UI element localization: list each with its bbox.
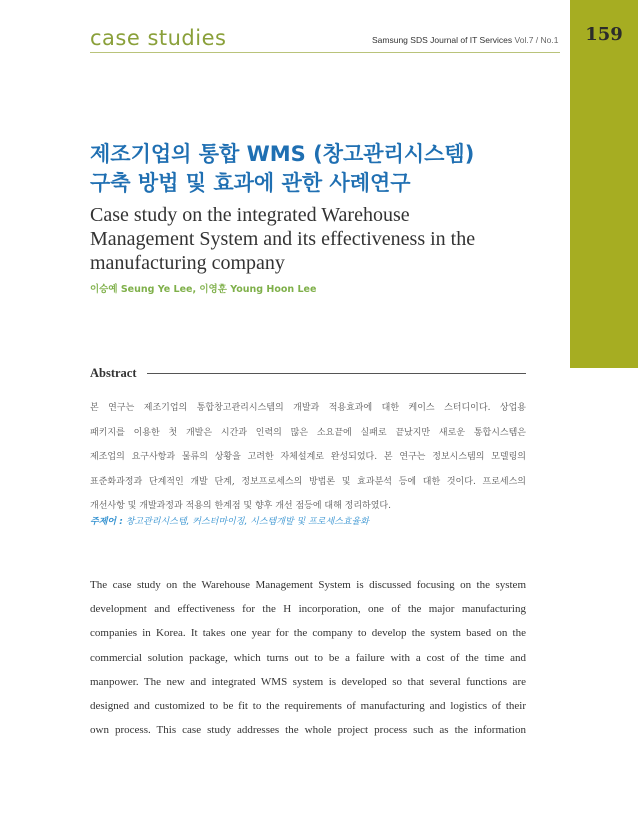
keywords-list: 창고관리시스템, 커스터마이징, 시스템개발 및 프로세스효율화 — [125, 517, 369, 527]
korean-abstract-line: 개선사항 및 개발과정과 적용의 한계점 및 향후 개선 점등에 대해 정리하였다. — [90, 501, 391, 511]
journal-name: Samsung SDS Journal of IT Services — [372, 35, 513, 45]
korean-abstract-line: 패키지를 이용한 첫 개발은 시간과 인력의 많은 소요끝에 실패로 끝났지만 새로운 통합시스템은 — [90, 427, 526, 438]
english-title-line-2: Management System and its effectiveness in the — [90, 228, 476, 250]
english-title-line-1: Case study on the integrated Warehouse — [90, 204, 410, 226]
english-abstract — [90, 573, 526, 742]
journal-volume: Vol.7 / No.1 — [514, 35, 559, 45]
english-abstract-line: The case study on the Warehouse Management System is discussed focusing on the system — [90, 579, 526, 591]
section-label: case studies — [90, 26, 227, 50]
abstract-rule — [147, 373, 526, 374]
keywords — [90, 514, 526, 527]
english-title-line-3: manufacturing company — [90, 252, 285, 274]
korean-title — [90, 140, 560, 198]
english-abstract-line: commercial solution package, which turns out to be a failure with a cost of the time and — [90, 651, 526, 664]
korean-abstract-line: 표준화과정과 단계적인 개발 단계, 정보프로세스의 방법론 및 효과분석 등에 대한 것이다. 프로세스의 — [90, 476, 526, 487]
english-abstract-line: manpower. The new and integrated WMS system is developed so that several functions are — [90, 675, 526, 688]
page-number: 159 — [585, 24, 623, 45]
korean-abstract — [90, 396, 526, 519]
english-abstract-line: own process. This case study addresses the whole project process such as the information — [90, 724, 526, 737]
abstract-heading-text: Abstract — [90, 366, 137, 380]
green-side-band — [570, 0, 638, 368]
english-abstract-line: development and effectiveness for the H incorporation, one of the major manufacturing — [90, 603, 526, 616]
header-rule — [90, 52, 560, 53]
english-abstract-line: designed and customized to be fit to the requirements of manufacturing and logistics of their — [90, 700, 526, 713]
korean-title-line-2: 구축 방법 및 효과에 관한 사례연구 — [90, 171, 411, 195]
english-abstract-line: companies in Korea. It takes one year for the company to develop the system based on the — [90, 627, 526, 640]
keywords-label: 주제어 : — [90, 517, 123, 527]
abstract-heading — [90, 366, 526, 381]
journal-header — [372, 35, 558, 45]
korean-abstract-line: 제조업의 요구사항과 물류의 상황을 고려한 자체설계로 완성되었다. 본 연구는 정보시스템의 모델링의 — [90, 452, 526, 462]
english-title — [90, 203, 560, 275]
authors: 이승예 Seung Ye Lee, 이영훈 Young Hoon Lee — [90, 284, 317, 295]
korean-title-line-1: 제조기업의 통합 WMS (창고관리시스템) — [90, 142, 475, 166]
korean-abstract-line: 본 연구는 제조기업의 통합창고관리시스템의 개발과 적용효과에 대한 케이스 스터디이다. 상업용 — [90, 403, 526, 413]
